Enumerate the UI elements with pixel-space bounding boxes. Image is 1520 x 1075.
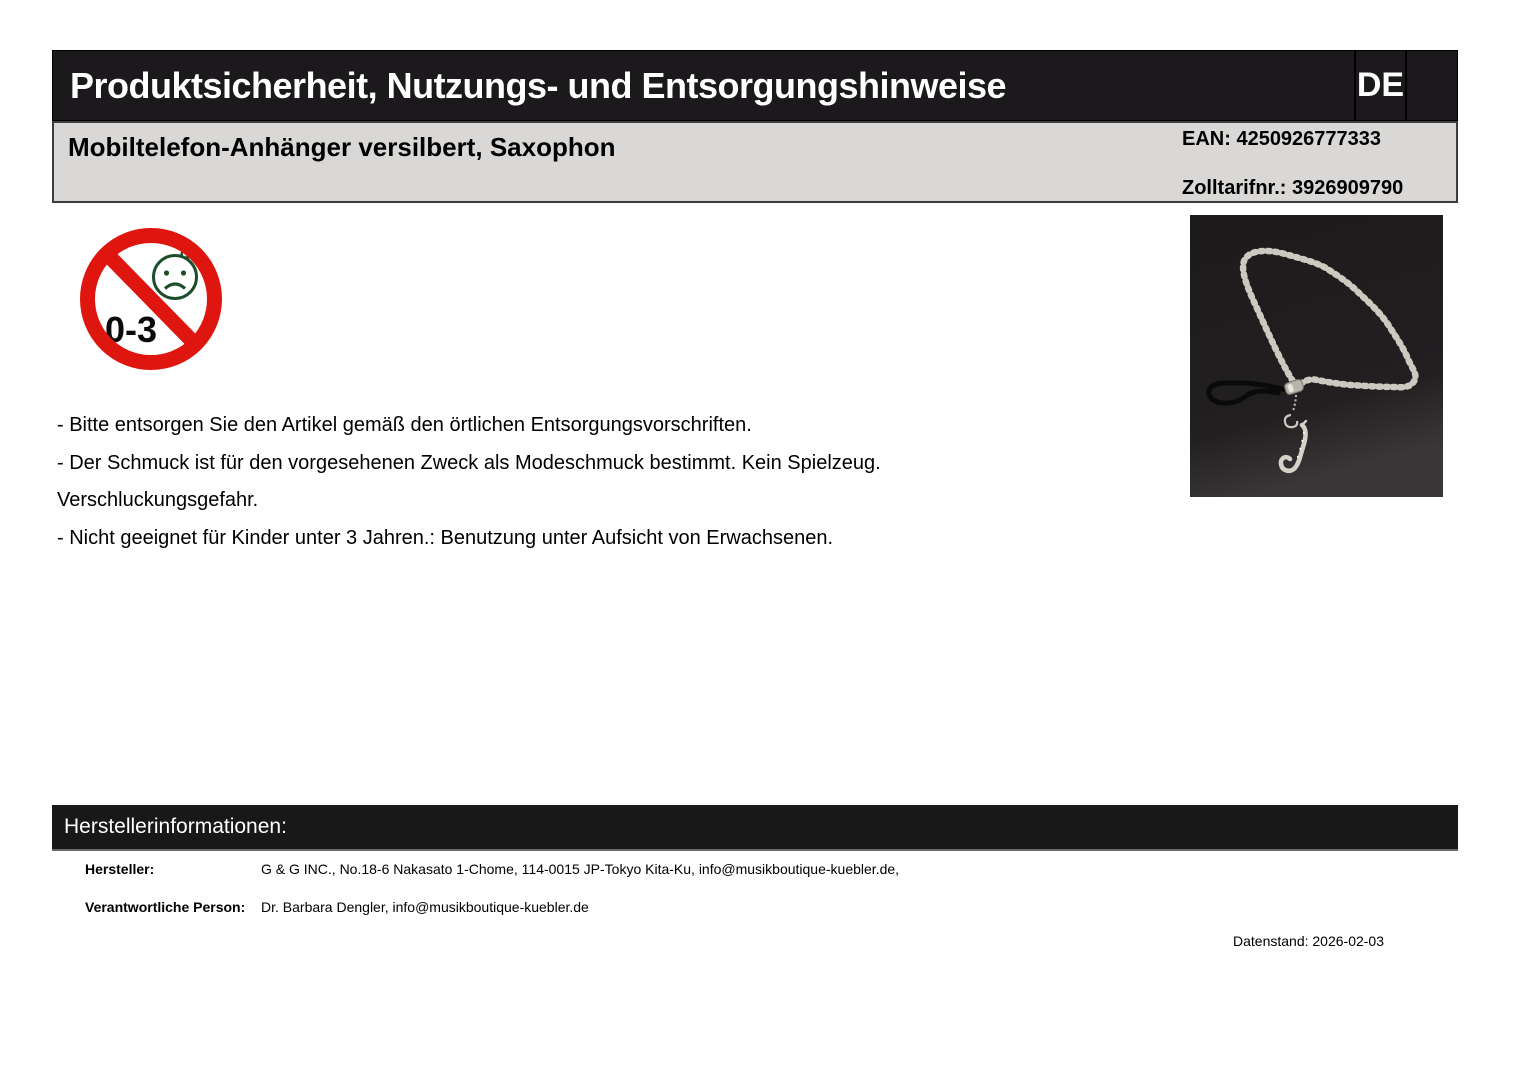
product-header-bar bbox=[52, 121, 1458, 203]
responsible-person-value: Dr. Barbara Dengler, info@musikboutique-kuebler.de bbox=[261, 899, 589, 915]
no-children-0-3-icon bbox=[78, 225, 224, 373]
data-status-date: Datenstand: 2026-02-03 bbox=[1233, 933, 1384, 949]
manufacturer-section-header bbox=[52, 805, 1458, 851]
product-photo bbox=[1190, 215, 1443, 497]
manufacturer-label: Hersteller: bbox=[85, 861, 155, 877]
safety-notes bbox=[57, 407, 1117, 557]
note-disposal: - Bitte entsorgen Sie den Artikel gemäß den örtlichen Entsorgungsvorschriften. bbox=[57, 414, 752, 436]
note-age-restriction: - Nicht geeignet für Kinder unter 3 Jahren.: Benutzung unter Aufsicht von Erwachsenen. bbox=[57, 526, 834, 549]
product-name: Mobiltelefon-Anhänger versilbert, Saxophon bbox=[68, 132, 616, 162]
product-ean: EAN: 4250926777333 bbox=[1182, 128, 1382, 150]
manufacturer-value: G & G INC., No.18-6 Nakasato 1-Chome, 114-0015 JP-Tokyo Kita-Ku, info@musikboutique-kuebler.de, bbox=[261, 861, 900, 877]
product-id-block bbox=[1182, 123, 1454, 201]
manufacturer-details bbox=[85, 861, 899, 937]
document-title: Produktsicherheit, Nutzungs- und Entsorgungshinweise bbox=[70, 64, 1007, 106]
age-range-label: 0-3 bbox=[105, 309, 158, 350]
manufacturer-section-title: Herstellerinformationen: bbox=[64, 815, 287, 838]
language-badge: DE bbox=[1354, 51, 1407, 120]
note-choking-hazard: Verschluckungsgefahr. bbox=[57, 489, 259, 511]
responsible-person-label: Verantwortliche Person: bbox=[85, 899, 246, 915]
product-tariff-number: Zolltarifnr.: 3926909790 bbox=[1182, 177, 1404, 199]
note-intended-use: - Der Schmuck ist für den vorgesehenen Zweck als Modeschmuck bestimmt. Kein Spielzeug. bbox=[57, 451, 881, 474]
document-header-bar bbox=[52, 50, 1458, 121]
